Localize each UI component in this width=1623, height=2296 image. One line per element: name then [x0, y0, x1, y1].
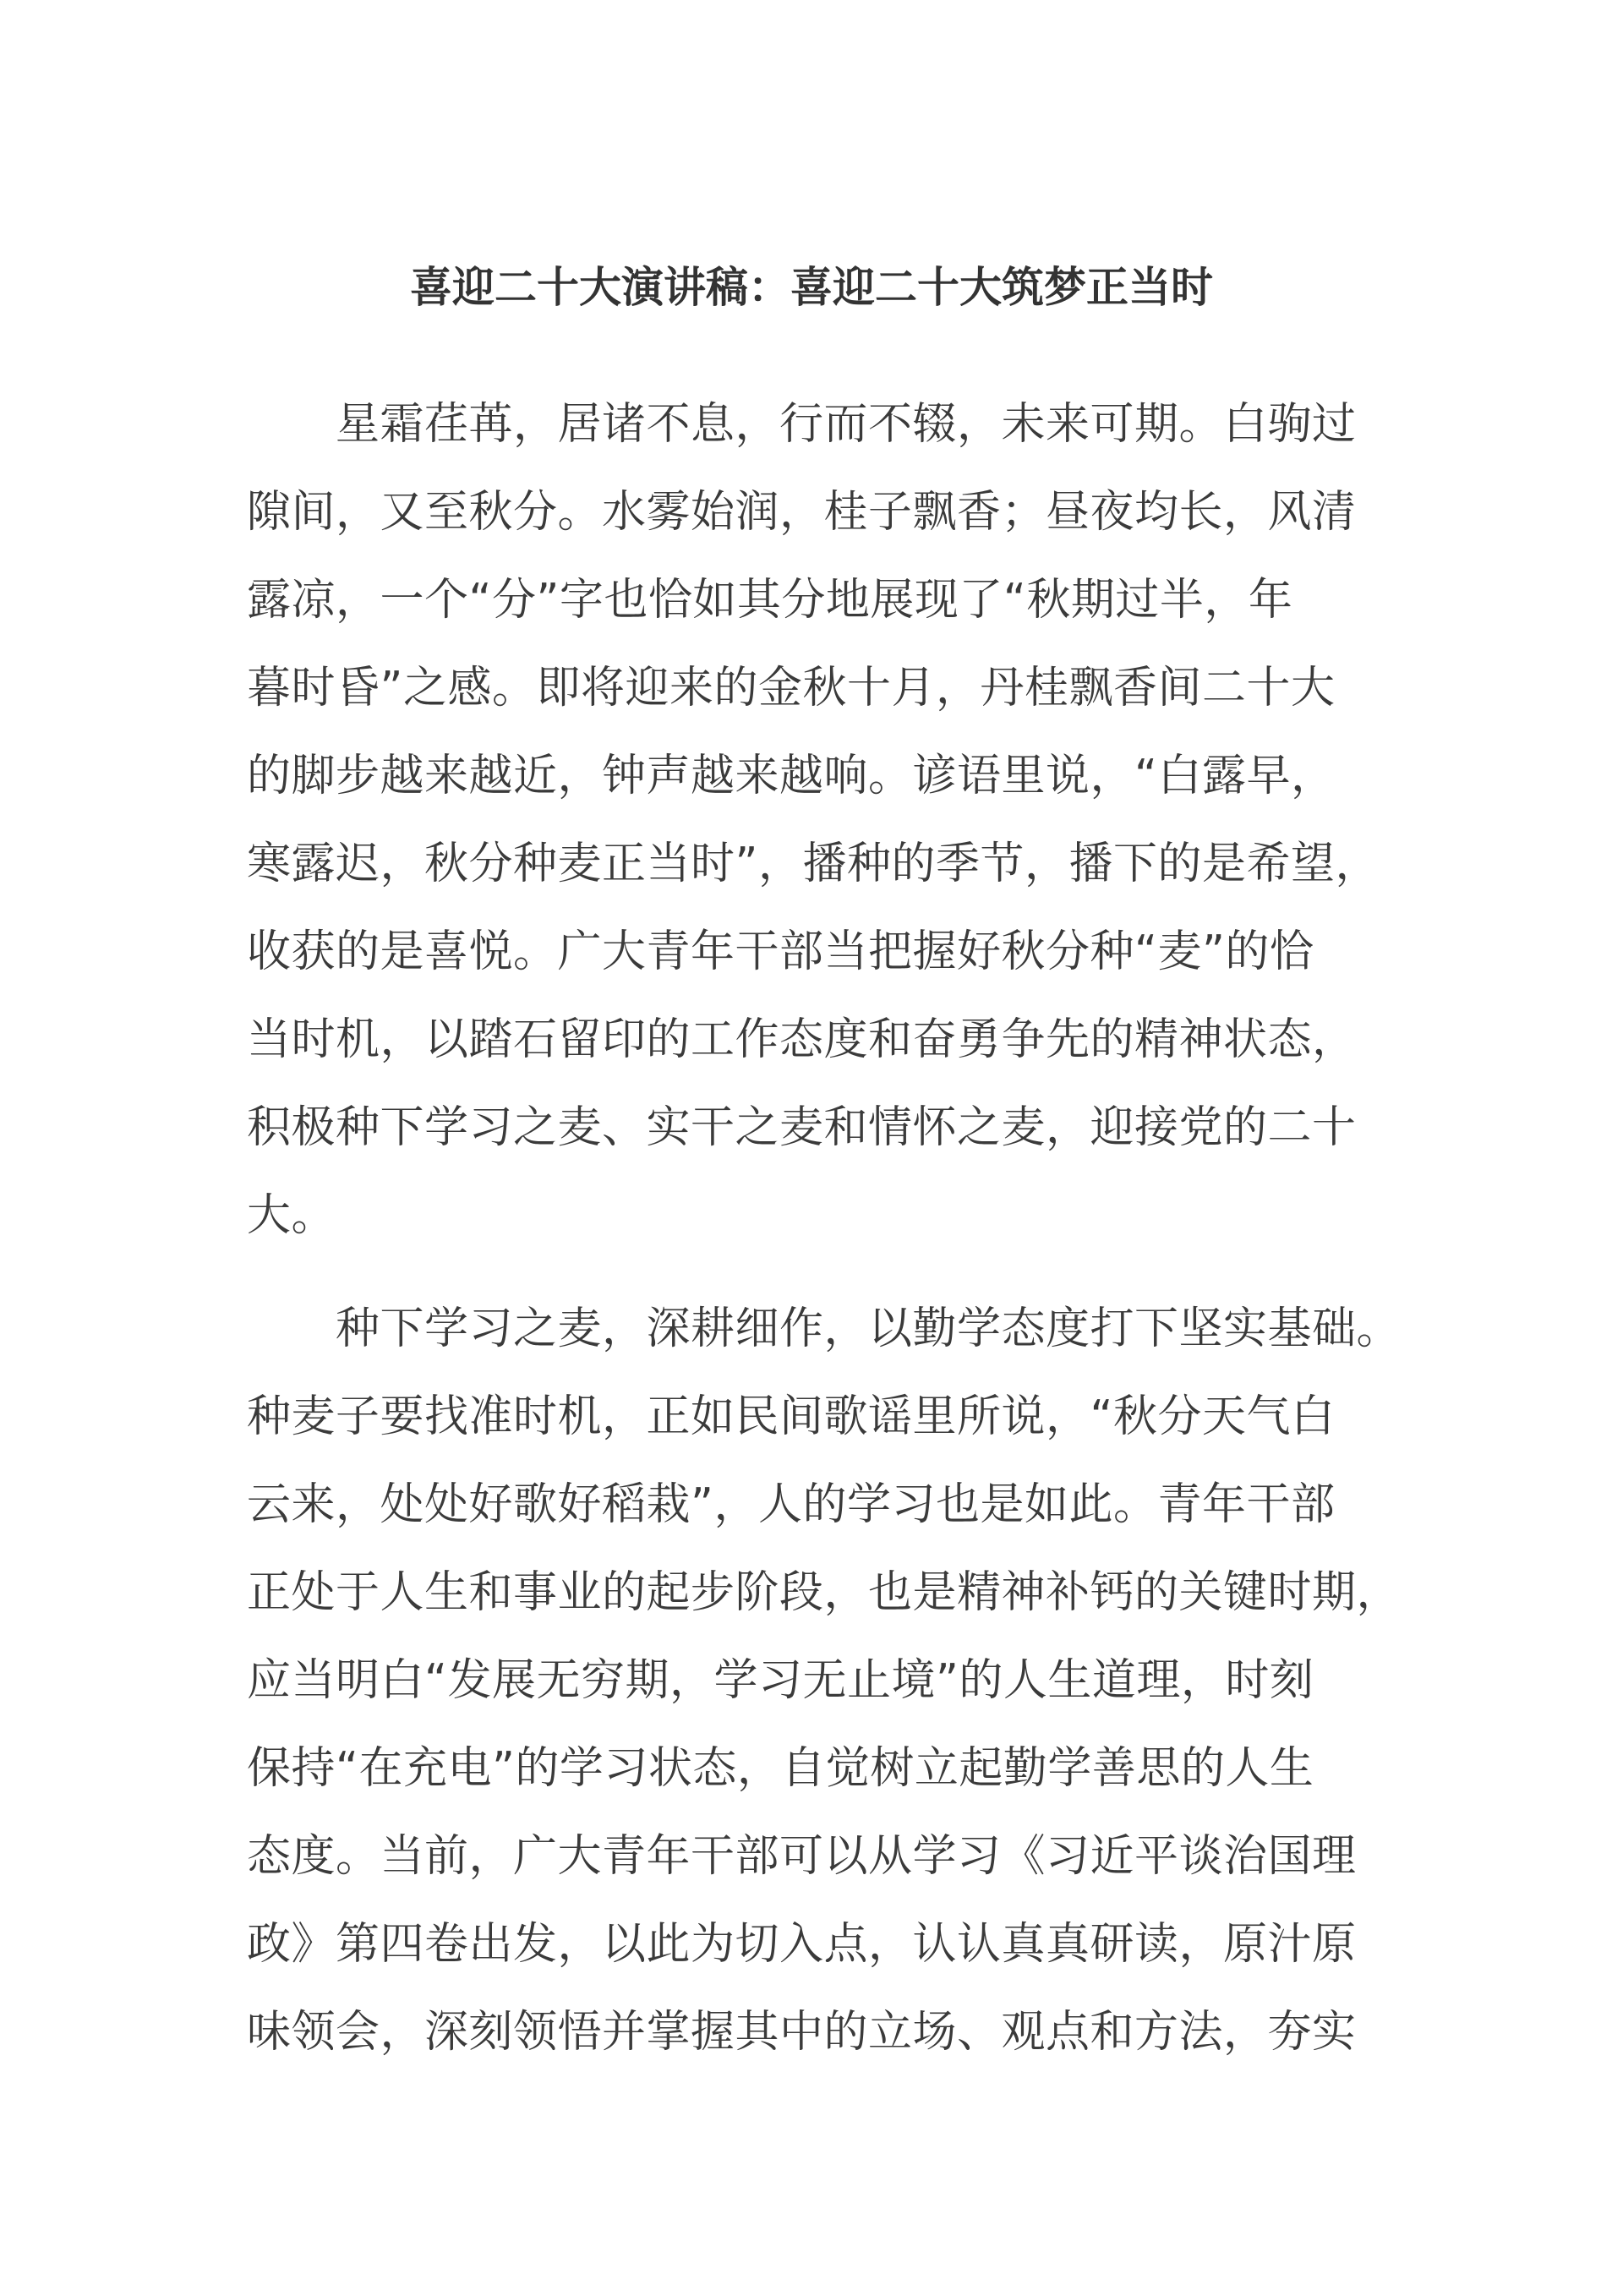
document-title: 喜迎二十大演讲稿：喜迎二十大筑梦正当时	[410, 263, 1213, 312]
paragraph	[247, 380, 1380, 1260]
paragraph-line: 正处于人生和事业的起步阶段，也是精神补钙的关键时期，	[247, 1567, 1402, 1618]
paragraph-line: 味领会，深刻领悟并掌握其中的立场、观点和方法，夯实	[247, 2007, 1357, 2058]
paragraph-line: 寒露迟，秋分种麦正当时”，播种的季节，播下的是希望，	[247, 839, 1380, 889]
paragraph-line: 政》第四卷出发，以此为切入点，认认真真研读，原汁原	[247, 1919, 1357, 1970]
paragraph-line: 态度。当前，广大青年干部可以从学习《习近平谈治国理	[247, 1831, 1357, 1882]
paragraph-line: 种麦子要找准时机，正如民间歌谣里所说，“秋分天气白	[247, 1391, 1336, 1442]
paragraph-line: 星霜荏苒，居诸不息，行而不辍，未来可期。白驹过	[336, 399, 1357, 450]
paragraph-line: 种下学习之麦，深耕细作，以勤学态度打下坚实基础。	[336, 1304, 1402, 1354]
paragraph-line: 保持“在充电”的学习状态，自觉树立起勤学善思的人生	[247, 1743, 1314, 1794]
paragraph-line: 隙间，又至秋分。水雾始润，桂子飘香；昼夜均长，风清	[247, 487, 1357, 538]
paragraph-line: 的脚步越来越近，钟声越来越响。谚语里说，“白露早，	[247, 751, 1336, 801]
paragraph-line: 暮时昏”之感。即将迎来的金秋十月，丹桂飘香间二十大	[247, 663, 1336, 713]
paragraph-line: 积极种下学习之麦、实干之麦和情怀之麦，迎接党的二十	[247, 1102, 1357, 1153]
paragraph-line: 当时机，以踏石留印的工作态度和奋勇争先的精神状态，	[247, 1014, 1357, 1065]
paragraph-line: 露凉，一个“分”字也恰如其分地展现了“秋期过半，年	[247, 575, 1293, 626]
paragraph-line: 大。	[247, 1190, 336, 1241]
paragraph-line: 云来，处处好歌好稻栽”，人的学习也是如此。青年干部	[247, 1479, 1336, 1530]
paragraph-line: 应当明白“发展无穷期，学习无止境”的人生道理，时刻	[247, 1655, 1314, 1706]
paragraph-line: 收获的是喜悦。广大青年干部当把握好秋分种“麦”的恰	[247, 927, 1314, 977]
paragraph	[247, 1285, 1402, 2076]
